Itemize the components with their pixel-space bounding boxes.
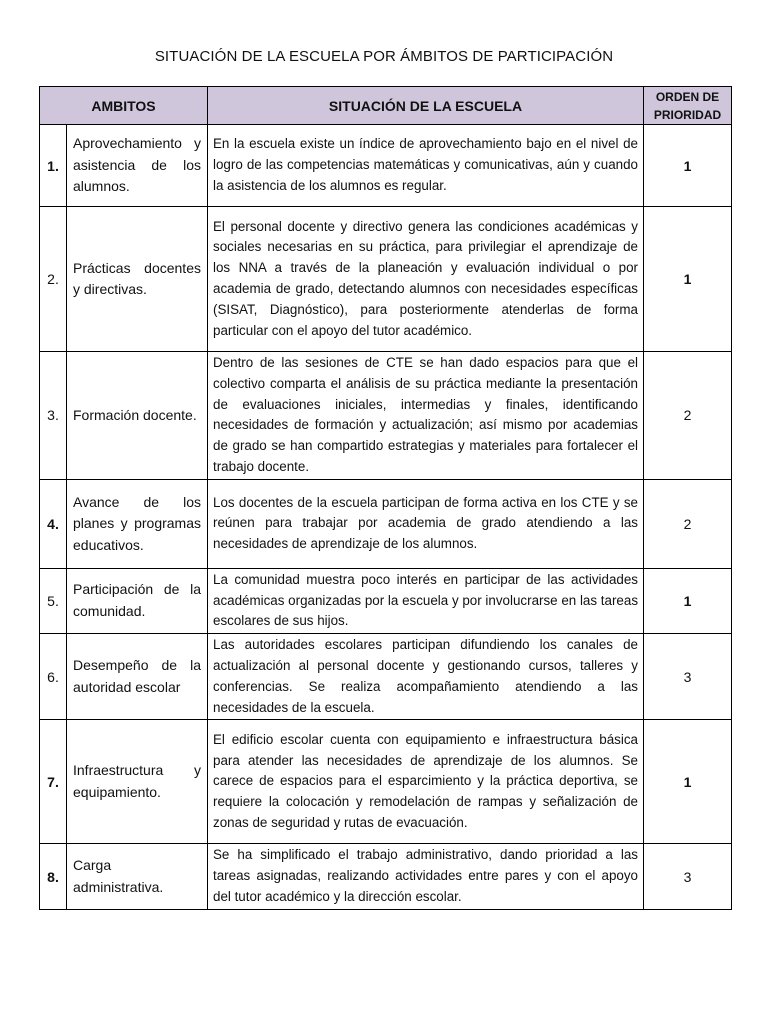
table-row [40, 125, 732, 207]
row-number: 7. [40, 720, 67, 844]
row-number: 1. [40, 125, 67, 207]
row-number: 8. [40, 844, 67, 909]
table-row [40, 634, 732, 720]
prioridad-cell: 2 [644, 352, 732, 480]
ambitos-table [39, 86, 732, 910]
table-row [40, 720, 732, 844]
table-row [40, 352, 732, 480]
ambito-cell: Formación docente. [67, 352, 208, 480]
ambito-cell: Avance de los planes y programas educativos. [67, 479, 208, 568]
situacion-cell: Dentro de las sesiones de CTE se han dado espacios para que el colectivo comparta el análisis de su práctica mediante la presentación de evaluaciones iniciales, intermedias y finales, identificando necesidades de formación y actualización; así mismo por academias de grado se han compartido estrategias y materiales para fortalecer el trabajo docente. [208, 352, 644, 480]
prioridad-cell: 3 [644, 844, 732, 909]
situacion-cell: Los docentes de la escuela participan de forma activa en los CTE y se reúnen para trabajar por academia de grado atendiendo a las necesidades de aprendizaje de los alumnos. [208, 479, 644, 568]
row-number: 6. [40, 634, 67, 720]
ambito-cell: Carga administrativa. [67, 844, 208, 909]
table-header-row [40, 87, 732, 125]
header-ambitos: AMBITOS [40, 87, 208, 125]
ambito-cell: Infraestructura y equipamiento. [67, 720, 208, 844]
row-number: 2. [40, 207, 67, 352]
row-number: 3. [40, 352, 67, 480]
situacion-cell: Las autoridades escolares participan difundiendo los canales de actualización al personal docente y gestionando cursos, talleres y conferencias. Se realiza acompañamiento atendiendo a las necesidades de la escuela. [208, 634, 644, 720]
prioridad-cell: 1 [644, 125, 732, 207]
table-row [40, 844, 732, 909]
situacion-cell: El edificio escolar cuenta con equipamiento e infraestructura básica para atender las necesidades de aprendizaje de los alumnos. Se carece de espacios para el esparcimiento y la práctica deportiva, se requiere la colocación y remodelación de rampas y señalización de zonas de seguridad y rutas de evacuación. [208, 720, 644, 844]
document-title: SITUACIÓN DE LA ESCUELA POR ÁMBITOS DE PARTICIPACIÓN [154, 48, 614, 65]
header-situacion: SITUACIÓN DE LA ESCUELA [208, 87, 644, 125]
table-row [40, 568, 732, 633]
prioridad-cell: 3 [644, 634, 732, 720]
situacion-cell: Se ha simplificado el trabajo administrativo, dando prioridad a las tareas asignadas, realizando actividades entre pares y con el apoyo del tutor académico y la dirección escolar. [208, 844, 644, 909]
prioridad-cell: 1 [644, 207, 732, 352]
situacion-cell: En la escuela existe un índice de aprovechamiento bajo en el nivel de logro de las competencias matemáticas y comunicativas, aún y cuando la asistencia de los alumnos es regular. [208, 125, 644, 207]
table-row [40, 479, 732, 568]
header-orden-prioridad [644, 87, 732, 125]
ambito-cell: Participación de la comunidad. [67, 568, 208, 633]
ambito-cell: Desempeño de la autoridad escolar [67, 634, 208, 720]
ambito-cell: Aprovechamiento y asistencia de los alumnos. [67, 125, 208, 207]
row-number: 5. [40, 568, 67, 633]
prioridad-cell: 1 [644, 720, 732, 844]
table-row [40, 207, 732, 352]
header-prioridad: PRIORIDAD [653, 107, 722, 122]
situacion-cell: La comunidad muestra poco interés en participar de las actividades académicas organizadas por la escuela y por involucrarse en las tareas escolares de sus hijos. [208, 568, 644, 633]
ambito-cell: Prácticas docentes y directivas. [67, 207, 208, 352]
prioridad-cell: 1 [644, 568, 732, 633]
row-number: 4. [40, 479, 67, 568]
situacion-cell: El personal docente y directivo genera las condiciones académicas y sociales necesarias en su práctica, para privilegiar el aprendizaje de los NNA a través de la planeación y evaluación individual o por academia de grado, detectando alumnos con necesidades específicas (SISAT, Diagnóstico), para posteriormente atenderlas de forma particular con el apoyo del tutor académico. [208, 207, 644, 352]
header-orden: ORDEN DE [655, 89, 720, 104]
prioridad-cell: 2 [644, 479, 732, 568]
